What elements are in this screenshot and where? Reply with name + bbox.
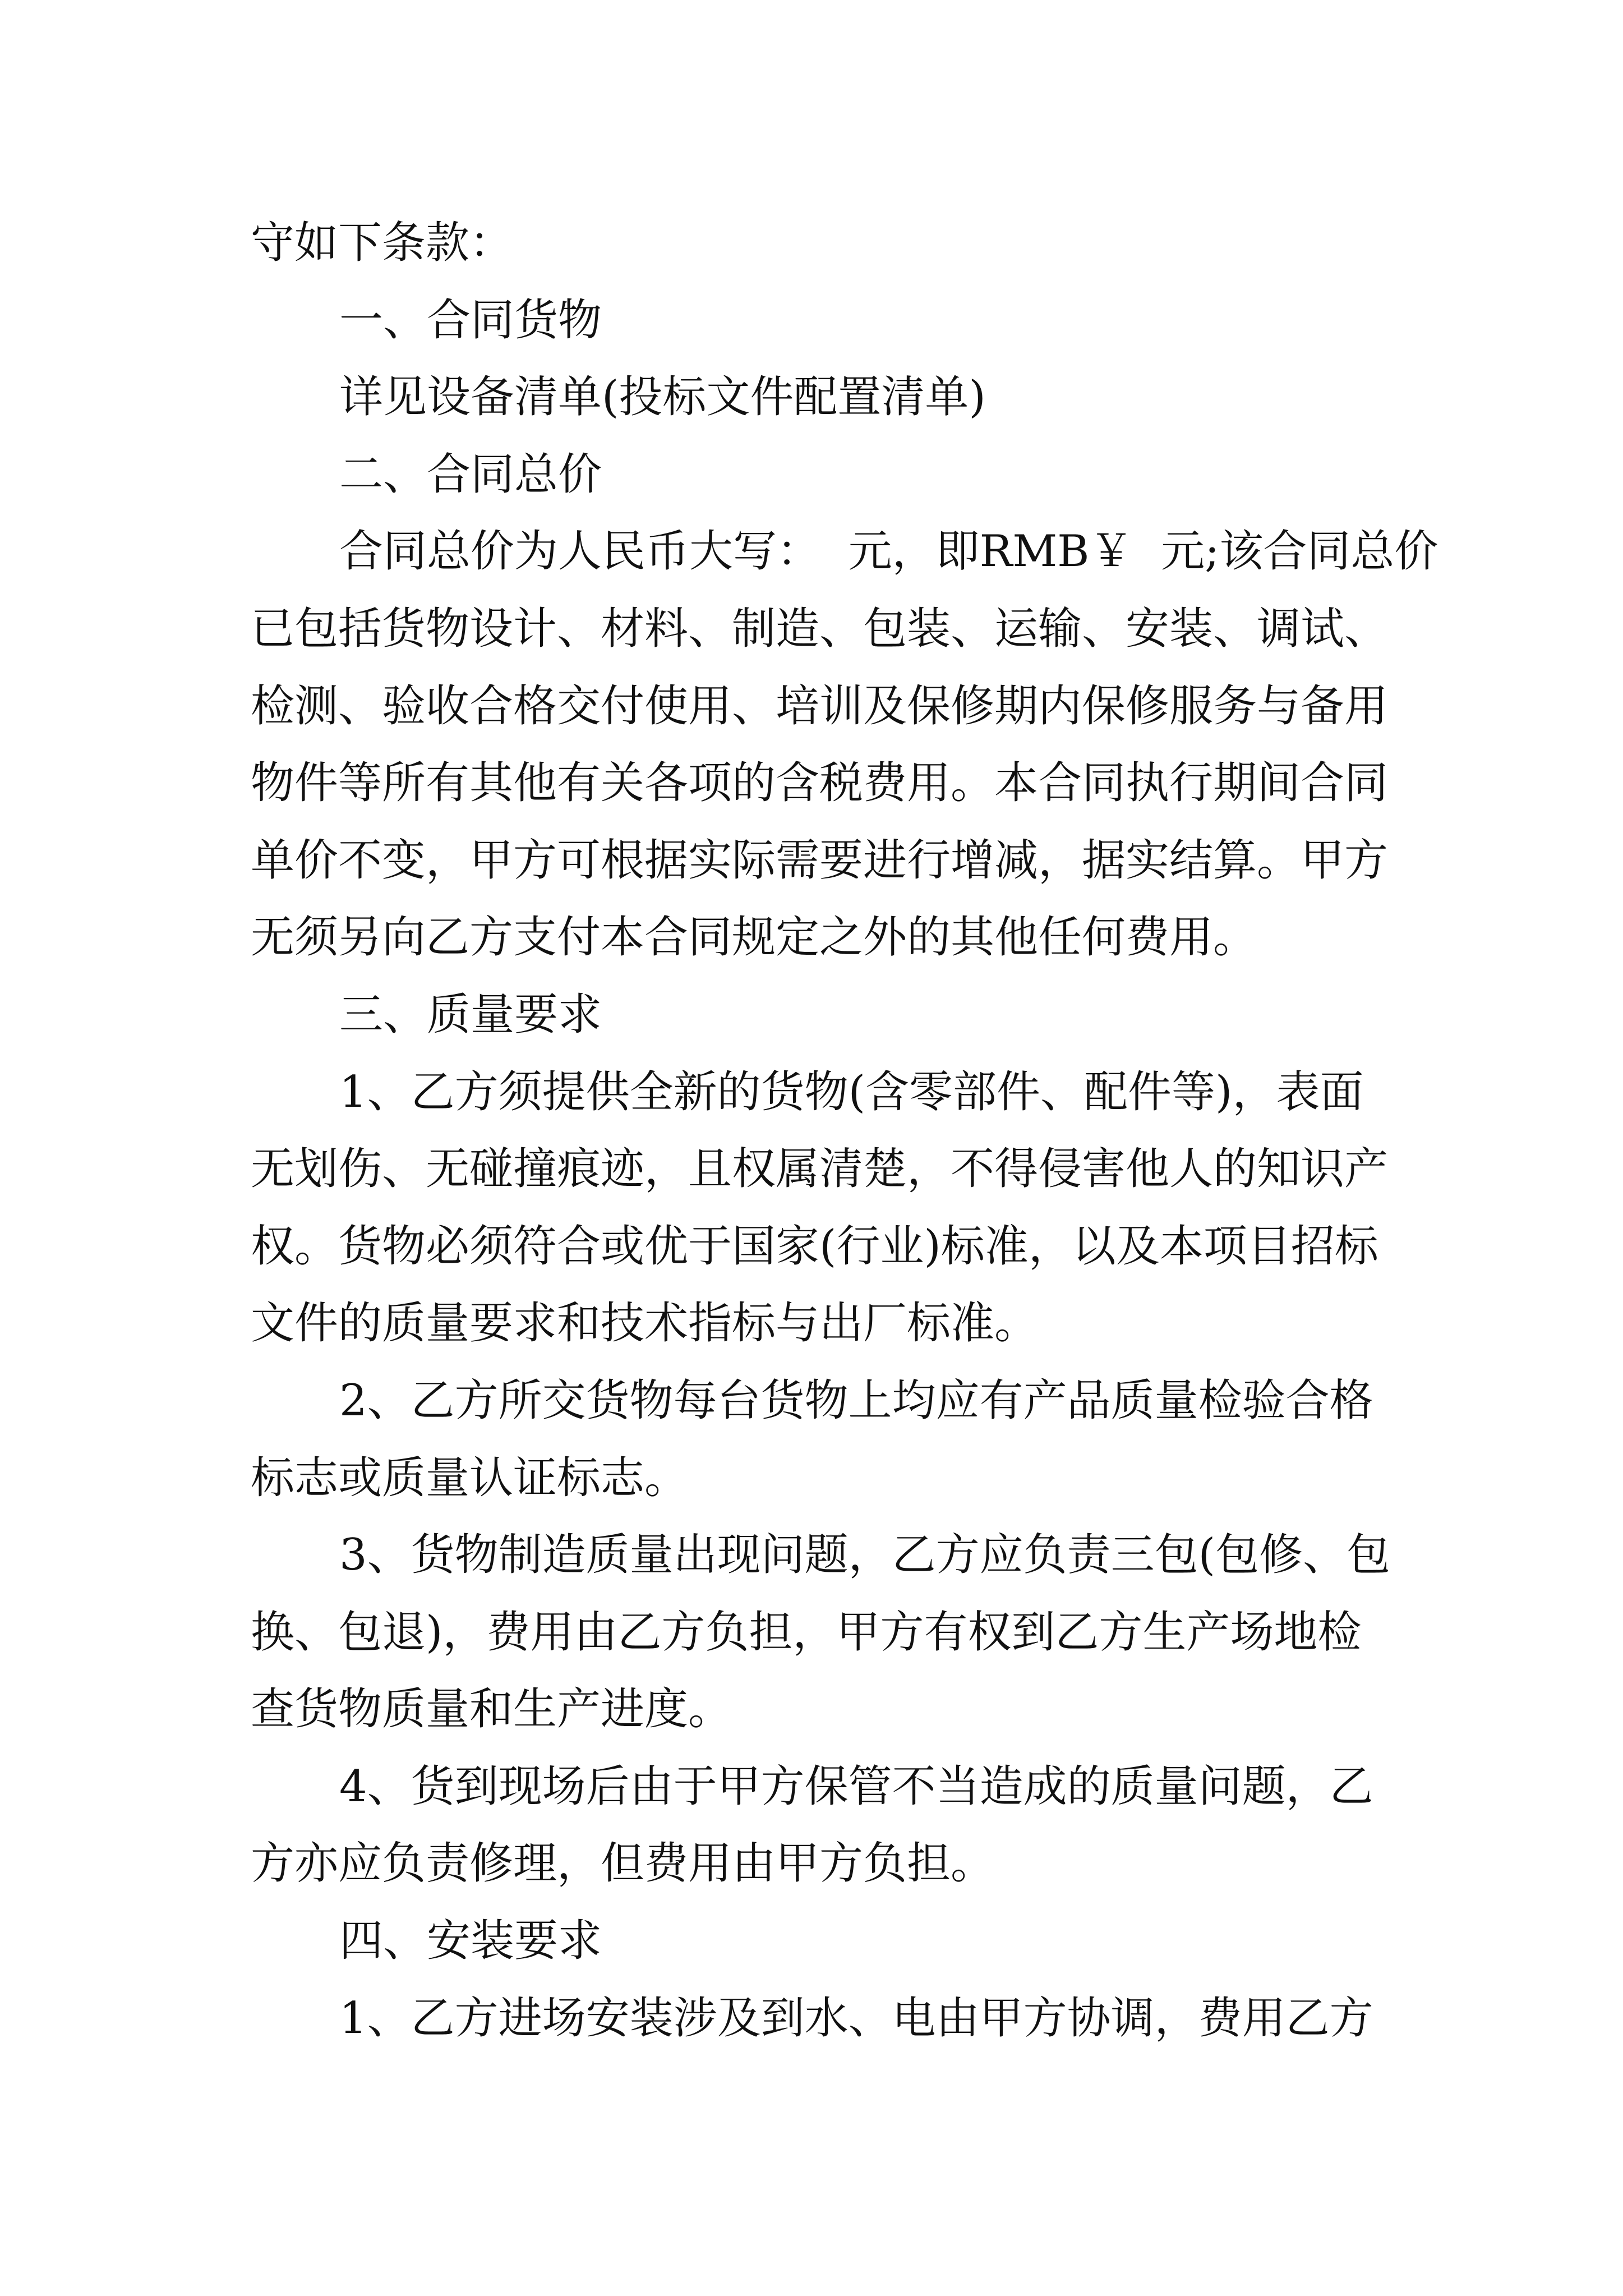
body-text-line: 详见设备清单(投标文件配置清单) [339,372,986,423]
section-heading-contract-price: 二、合同总价 [339,449,602,500]
body-text-line: 物件等所有其他有关各项的含税费用。本合同执行期间合同 [251,758,1389,809]
body-text-line: 守如下条款： [251,218,514,268]
body-text-line: 无划伤、无碰撞痕迹，且权属清楚，不得侵害他人的知识产 [251,1144,1389,1195]
body-text-line: 方亦应负责修理，但费用由甲方负担。 [251,1838,995,1889]
body-text-line: 已包括货物设计、材料、制造、包装、运输、安装、调试、 [251,603,1389,654]
body-text-line: 换、包退)，费用由乙方负担，甲方有权到乙方生产场地检 [251,1607,1362,1658]
body-text-line: 检测、验收合格交付使用、培训及保修期内保修服务与备用 [251,680,1389,731]
contract-body [251,205,1484,2057]
body-text-line: 3、货物制造质量出现问题，乙方应负责三包(包修、包 [339,1530,1391,1581]
section-heading-quality-requirements: 三、质量要求 [339,989,602,1040]
body-text-line: 权。货物必须符合或优于国家(行业)标准，以及本项目招标 [251,1221,1378,1272]
section-heading-contract-goods: 一、合同货物 [339,295,602,346]
body-text-line: 4、货到现场后由于甲方保管不当造成的质量问题，乙 [339,1761,1373,1812]
body-text-line: 单价不变，甲方可根据实际需要进行增减，据实结算。甲方 [251,835,1389,886]
body-text-line: 2、乙方所交货物每台货物上均应有产品质量检验合格 [339,1375,1373,1426]
body-text-line: 合同总价为人民币大写： 元，即RMB￥ 元;该合同总价 [339,526,1438,577]
section-heading-installation-requirements: 四、安装要求 [339,1916,602,1967]
body-text-line: 标志或质量认证标志。 [251,1452,689,1503]
body-text-line: 1、乙方须提供全新的货物(含零部件、配件等)，表面 [339,1066,1364,1117]
body-text-line: 查货物质量和生产进度。 [251,1684,732,1735]
body-text-line: 文件的质量要求和技术指标与出厂标准。 [251,1298,1039,1349]
body-text-line: 无须另向乙方支付本合同规定之外的其他任何费用。 [251,912,1257,963]
body-text-line: 1、乙方进场安装涉及到水、电由甲方协调，费用乙方 [339,1993,1373,2044]
